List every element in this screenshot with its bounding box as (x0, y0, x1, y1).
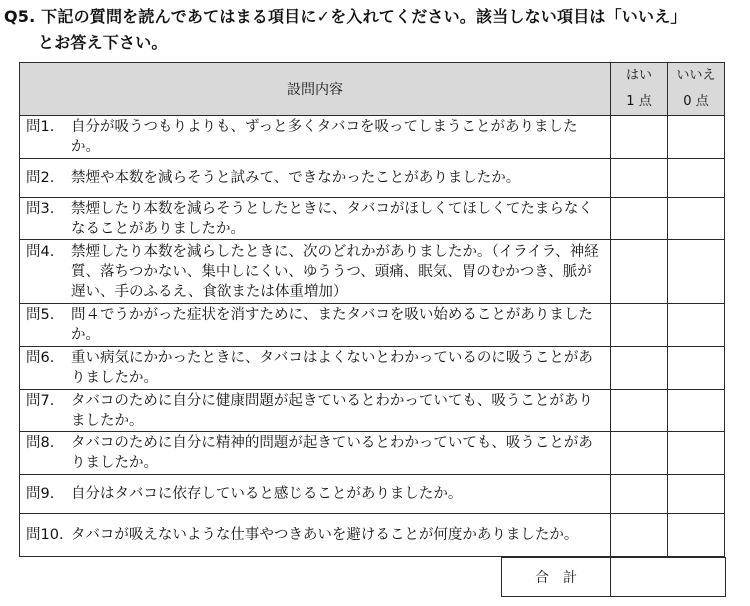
question-instruction (4, 4, 746, 56)
header-yes-label: はい (625, 68, 652, 83)
question-number: 問2. (26, 170, 55, 186)
answer-yes-cell[interactable] (611, 240, 668, 304)
question-text: 禁煙したり本数を減らしたときに、次のどれかがありましたか。（イライラ、神経質、落ちつかない、集中しにくい、ゆううつ、頭痛、眠気、胃のむかつき、脈が遅い、手のふるえ、食欲または体重増加） (71, 243, 599, 300)
total-table (501, 557, 726, 597)
question-number: 問3. (26, 200, 55, 217)
question-text: タバコのために自分に精神的問題が起きているとわかっていても、吸うことがありましたか。 (71, 435, 593, 471)
question-text: 禁煙したり本数を減らそうとしたときに、タバコがほしくてほしくてたまらなくなることがありましたか。 (71, 200, 593, 237)
table-header-row (20, 63, 725, 116)
table-row (20, 347, 725, 390)
answer-no-cell[interactable] (668, 116, 725, 159)
answer-yes-cell[interactable] (611, 116, 668, 159)
question-text: 問４でうかがった症状を消すために、またタバコを吸い始めることがありましたか。 (71, 307, 593, 343)
total-label: 合計 (502, 558, 611, 597)
answer-no-cell[interactable] (668, 514, 725, 557)
total-score-cell[interactable] (611, 558, 726, 597)
header-content: 設問内容 (20, 63, 611, 116)
table-row (20, 116, 725, 159)
table-row (20, 240, 725, 304)
header-no-label: いいえ (676, 68, 716, 83)
header-no (668, 63, 725, 116)
header-yes-points: 1 点 (626, 94, 652, 109)
answer-yes-cell[interactable] (611, 159, 668, 198)
answer-no-cell[interactable] (668, 198, 725, 240)
question-text: 禁煙や本数を減らそうと試みて、できなかったことがありましたか。 (71, 170, 521, 186)
table-row (20, 475, 725, 514)
table-row (20, 159, 725, 198)
question-number: 問4. (26, 243, 55, 260)
answer-no-cell[interactable] (668, 240, 725, 304)
answer-no-cell[interactable] (668, 159, 725, 198)
answer-yes-cell[interactable] (611, 198, 668, 240)
table-row (20, 432, 725, 475)
question-number: 問9. (26, 486, 55, 502)
question-number: 問7. (26, 392, 55, 409)
table-row (20, 514, 725, 557)
question-number: 問6. (26, 350, 55, 366)
table-row (20, 304, 725, 347)
answer-yes-cell[interactable] (611, 347, 668, 390)
answer-yes-cell[interactable] (611, 514, 668, 557)
question-text: 重い病気にかかったときに、タバコはよくないとわかっているのに吸うことがありましたか。 (71, 350, 593, 386)
question-text: タバコが吸えないような仕事やつきあいを避けることが何度かありましたか。 (71, 527, 579, 543)
header-yes (611, 63, 668, 116)
table-row (20, 390, 725, 432)
total-row (502, 558, 726, 597)
answer-yes-cell[interactable] (611, 475, 668, 514)
table-row (20, 198, 725, 240)
answer-yes-cell[interactable] (611, 432, 668, 475)
answer-no-cell[interactable] (668, 432, 725, 475)
header-no-points: 0 点 (683, 94, 709, 109)
question-number: 問10. (26, 527, 64, 543)
question-line-1: Q5. 下記の質問を読んであてはまる項目に✓を入れてください。該当しない項目は「いいえ」 (4, 7, 687, 26)
answer-no-cell[interactable] (668, 475, 725, 514)
question-text: タバコのために自分に健康問題が起きているとわかっていても、吸うことがありましたか。 (71, 392, 593, 429)
answer-no-cell[interactable] (668, 304, 725, 347)
question-number: 問8. (26, 435, 55, 451)
answer-no-cell[interactable] (668, 347, 725, 390)
survey-table (19, 62, 725, 557)
answer-yes-cell[interactable] (611, 304, 668, 347)
question-number: 問5. (26, 307, 55, 323)
question-number: 問1. (26, 119, 55, 135)
question-text: 自分が吸うつもりよりも、ずっと多くタバコを吸ってしまうことがありましたか。 (71, 119, 578, 155)
question-line-2: とお答え下さい。 (38, 33, 168, 52)
question-text: 自分はタバコに依存していると感じることがありましたか。 (71, 486, 463, 502)
answer-no-cell[interactable] (668, 390, 725, 432)
answer-yes-cell[interactable] (611, 390, 668, 432)
